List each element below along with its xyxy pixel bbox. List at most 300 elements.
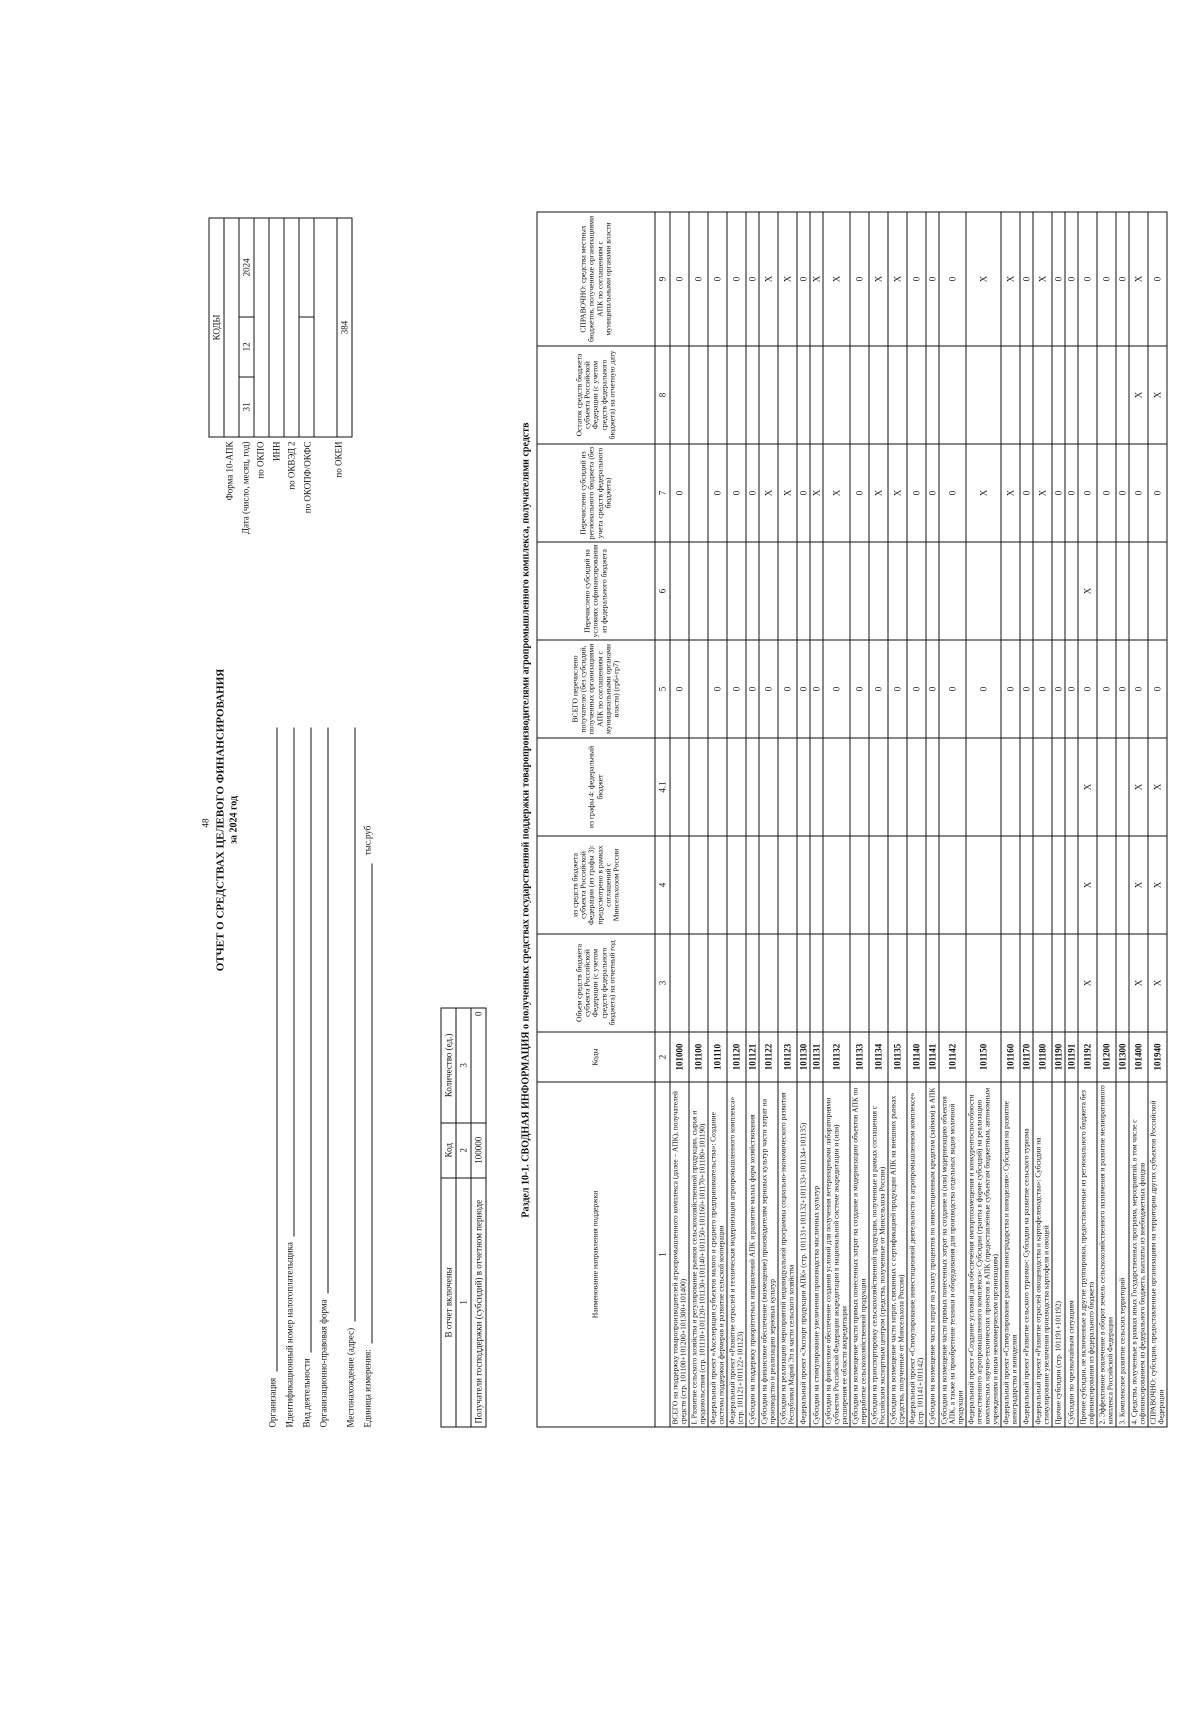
codes-header: КОДЫ bbox=[209, 218, 224, 437]
row-value: X bbox=[1148, 346, 1167, 444]
row-value: 0 bbox=[1065, 444, 1078, 542]
header-col4: из средств бюджета субъекта Российской Федерации (из графы 3): предусмотрено в рамках соглашений с Минсельхозом России bbox=[537, 836, 655, 934]
row-value bbox=[810, 738, 823, 836]
rotated-report-page bbox=[200, 213, 1166, 1428]
org-field: Организационно-правовая форма bbox=[312, 728, 329, 1428]
table-row bbox=[1097, 212, 1116, 1427]
header-col9: СПРАВОЧНО: средства местных бюджетов, полученные организациями АПК по соглашениям с муниципальными органами власти bbox=[537, 212, 655, 346]
row-value: 0 bbox=[907, 640, 926, 738]
row-value bbox=[1097, 836, 1116, 934]
row-value: X bbox=[810, 212, 823, 346]
table-row bbox=[907, 212, 926, 1427]
row-code: 101300 bbox=[1116, 1032, 1129, 1082]
row-name: Субсидии на стимулирование увеличения производства масличных культур bbox=[810, 1082, 823, 1427]
row-value bbox=[823, 346, 850, 444]
row-code: 101940 bbox=[1148, 1032, 1167, 1082]
row-value bbox=[759, 934, 778, 1032]
row-value: 0 bbox=[1065, 212, 1078, 346]
row-value bbox=[689, 738, 708, 836]
row-value: 0 bbox=[746, 640, 759, 738]
row-value: 0 bbox=[850, 640, 869, 738]
row-value bbox=[907, 836, 926, 934]
row-value: 0 bbox=[1148, 212, 1167, 346]
row-value bbox=[759, 542, 778, 640]
row-value bbox=[1033, 542, 1052, 640]
row-value: 0 bbox=[797, 212, 810, 346]
row-value bbox=[670, 836, 689, 934]
row-value bbox=[689, 346, 708, 444]
row-value bbox=[1097, 934, 1116, 1032]
row-value bbox=[1033, 738, 1052, 836]
row-value bbox=[926, 738, 939, 836]
table-row bbox=[869, 212, 888, 1427]
row-value: X bbox=[1129, 346, 1148, 444]
row-value bbox=[869, 346, 888, 444]
row-code: 101191 bbox=[1065, 1032, 1078, 1082]
row-code: 101190 bbox=[1052, 1032, 1065, 1082]
row-value bbox=[1020, 934, 1033, 1032]
row-value bbox=[869, 542, 888, 640]
row-value bbox=[939, 542, 966, 640]
row-value bbox=[1001, 738, 1020, 836]
row-value bbox=[1065, 836, 1078, 934]
row-value bbox=[907, 346, 926, 444]
row-name: Субсидии на поддержку приоритетных направлений АПК и развитие малых форм хозяйствования bbox=[746, 1082, 759, 1427]
row-value: 0 bbox=[966, 640, 1001, 738]
row-value bbox=[1001, 836, 1020, 934]
row-value bbox=[926, 346, 939, 444]
table-row bbox=[1065, 212, 1078, 1427]
row-code: 101130 bbox=[797, 1032, 810, 1082]
row-value bbox=[797, 934, 810, 1032]
row-value: X bbox=[1129, 212, 1148, 346]
row-value: X bbox=[1033, 212, 1052, 346]
table-row bbox=[1116, 212, 1129, 1427]
row-value: 0 bbox=[1078, 640, 1097, 738]
row-value bbox=[850, 542, 869, 640]
row-value bbox=[727, 738, 746, 836]
row-value bbox=[850, 346, 869, 444]
row-value: 0 bbox=[1033, 640, 1052, 738]
row-value bbox=[727, 542, 746, 640]
row-value: 0 bbox=[727, 640, 746, 738]
row-value bbox=[939, 346, 966, 444]
recipients-table: В отчет включены Код Количество (ед.) 1 2 3 Получатели господдержки (субсидий) в отчетном периоде 100000 0 bbox=[441, 1008, 487, 1428]
page-number: 48 bbox=[200, 818, 211, 828]
row-code: 101000 bbox=[670, 1032, 689, 1082]
table-row bbox=[1052, 212, 1065, 1427]
column-numbers-row: 1 2 3 4 4.1 5 6 7 8 9 bbox=[655, 212, 670, 1427]
table-row bbox=[939, 212, 966, 1427]
org-field: Местонахождение (адрес) bbox=[339, 728, 356, 1428]
row-value: X bbox=[759, 444, 778, 542]
row-code: 101180 bbox=[1033, 1032, 1052, 1082]
row-value bbox=[1065, 934, 1078, 1032]
row-value bbox=[727, 836, 746, 934]
row-value: 0 bbox=[708, 444, 727, 542]
row-value bbox=[1020, 836, 1033, 934]
row-value: 0 bbox=[1148, 444, 1167, 542]
row-value bbox=[1001, 346, 1020, 444]
row-name: 2. Эффективное вовлечение в оборот земель сельскохозяйственного назначения и развитие мелиоративного комплекса Российской Федерации bbox=[1097, 1082, 1116, 1427]
row-value bbox=[823, 836, 850, 934]
row-value: 0 bbox=[888, 640, 907, 738]
row-value: X bbox=[1078, 738, 1097, 836]
row-value: 0 bbox=[1020, 444, 1033, 542]
row-value: X bbox=[759, 212, 778, 346]
row-name: 3. Комплексное развитие сельских территорий bbox=[1116, 1082, 1129, 1427]
row-value: X bbox=[810, 444, 823, 542]
section-title: Раздел 10-1. СВОДНАЯ ИНФОРМАЦИЯ о полученных средствах государственной поддержки товаропроизводителями агропромышленного комплекса, получателями средств bbox=[520, 422, 532, 1218]
row-name: Субсидии по чрезвычайным ситуациям bbox=[1065, 1082, 1078, 1427]
row-value bbox=[850, 738, 869, 836]
row-value bbox=[1052, 836, 1065, 934]
row-code: 101133 bbox=[850, 1032, 869, 1082]
row-value: 0 bbox=[708, 640, 727, 738]
row-value bbox=[778, 542, 797, 640]
table-row bbox=[888, 212, 907, 1427]
row-value bbox=[907, 542, 926, 640]
row-value: 0 bbox=[850, 212, 869, 346]
row-value bbox=[810, 542, 823, 640]
row-name: Субсидии на возмещение части затрат на уплату процентов по инвестиционным кредитам (займам) в АПК bbox=[926, 1082, 939, 1427]
header-col5: ВСЕГО перечислено получателю (без субсидий, полученных организациями АПК по соглашениям с муниципальными органами власти) (гр6+гр7) bbox=[537, 640, 655, 738]
row-value: X bbox=[778, 444, 797, 542]
row-value: 0 bbox=[1052, 212, 1065, 346]
row-value bbox=[926, 542, 939, 640]
row-code: 101123 bbox=[778, 1032, 797, 1082]
row-value: 0 bbox=[810, 640, 823, 738]
row-value bbox=[888, 934, 907, 1032]
row-value bbox=[797, 542, 810, 640]
row-value bbox=[1052, 934, 1065, 1032]
row-value bbox=[1116, 542, 1129, 640]
row-name: 4. Средства, полученные в рамках иных Государственных программ, мероприятий, в том числе с софинансированием из федерального бюджета, выплаты из внебюджетных фондов bbox=[1129, 1082, 1148, 1427]
row-value bbox=[1116, 836, 1129, 934]
row-value bbox=[888, 346, 907, 444]
row-name: Федеральный проект «Развитие отраслей овощеводства и картофелеводства»: Субсидии на стимулирование увеличения производства картофеля и овощей bbox=[1033, 1082, 1052, 1427]
row-code: 101110 bbox=[708, 1032, 727, 1082]
row-value bbox=[966, 836, 1001, 934]
row-value: 0 bbox=[1078, 444, 1097, 542]
row-value: 0 bbox=[1078, 212, 1097, 346]
row-code: 101135 bbox=[888, 1032, 907, 1082]
row-value: X bbox=[1129, 836, 1148, 934]
row-value bbox=[778, 836, 797, 934]
table-row bbox=[810, 212, 823, 1427]
row-value bbox=[888, 542, 907, 640]
header-col8: Остаток средств бюджета субъекта Российской Федерации (с учетом средств федерального бюджета) на отчетную дату bbox=[537, 346, 655, 444]
row-value: 0 bbox=[1052, 640, 1065, 738]
row-value: 0 bbox=[907, 212, 926, 346]
row-value: 0 bbox=[708, 212, 727, 346]
row-value bbox=[708, 934, 727, 1032]
row-value: X bbox=[1078, 836, 1097, 934]
row-value bbox=[966, 346, 1001, 444]
table-row bbox=[689, 212, 708, 1427]
row-value bbox=[797, 738, 810, 836]
row-name: Федеральный проект «Стимулирование инвестиционной деятельности в агропромышленном комплексе» (стр. 101141+101142) bbox=[907, 1082, 926, 1427]
row-value bbox=[869, 836, 888, 934]
row-value bbox=[746, 738, 759, 836]
row-value: 0 bbox=[1116, 640, 1129, 738]
table-row bbox=[823, 212, 850, 1427]
row-value: 0 bbox=[939, 444, 966, 542]
row-value: X bbox=[1148, 934, 1167, 1032]
row-value: 0 bbox=[689, 212, 708, 346]
row-value bbox=[708, 738, 727, 836]
row-value bbox=[797, 836, 810, 934]
table-row bbox=[670, 212, 689, 1427]
row-value bbox=[778, 738, 797, 836]
row-value: 0 bbox=[1116, 444, 1129, 542]
header-col41: из графы 4: федеральный бюджет bbox=[537, 738, 655, 836]
table-row bbox=[1148, 212, 1167, 1427]
row-value bbox=[708, 346, 727, 444]
row-value bbox=[966, 934, 1001, 1032]
row-value bbox=[689, 444, 708, 542]
row-value: 0 bbox=[797, 640, 810, 738]
row-value bbox=[1052, 738, 1065, 836]
row-value: X bbox=[823, 212, 850, 346]
org-field: Организация bbox=[261, 728, 278, 1428]
row-name: Субсидии на транспортировку сельскохозяйственной продукции, полученные в рамках соглашения с Российским экспортным центром (средства, полученные от Минсельхоза России) bbox=[869, 1082, 888, 1427]
okei-code: 384 bbox=[337, 218, 352, 437]
row-code: 101160 bbox=[1001, 1032, 1020, 1082]
row-value bbox=[1097, 738, 1116, 836]
row-code: 101170 bbox=[1020, 1032, 1033, 1082]
row-value bbox=[888, 738, 907, 836]
table-row bbox=[850, 212, 869, 1427]
row-value: X bbox=[888, 444, 907, 542]
table-row bbox=[727, 212, 746, 1427]
row-value bbox=[888, 836, 907, 934]
row-name: СПРАВОЧНО: субсидии, предоставленные организациям на территории других субъектов Российской Федерации bbox=[1148, 1082, 1167, 1427]
row-name: Прочие субсидии, не включенные в другие группировки, предоставленные из регионального бюджета без софинансирования из федерального бюджета bbox=[1078, 1082, 1097, 1427]
row-value bbox=[746, 346, 759, 444]
row-value bbox=[966, 738, 1001, 836]
row-value bbox=[1116, 738, 1129, 836]
row-value bbox=[907, 738, 926, 836]
row-code: 101142 bbox=[939, 1032, 966, 1082]
row-name: Прочие субсидии (стр. 101191+101192) bbox=[1052, 1082, 1065, 1427]
row-value: 0 bbox=[907, 444, 926, 542]
row-code: 101134 bbox=[869, 1032, 888, 1082]
row-value: X bbox=[1078, 934, 1097, 1032]
row-value bbox=[778, 346, 797, 444]
row-value: 0 bbox=[939, 212, 966, 346]
row-value: X bbox=[966, 444, 1001, 542]
row-value bbox=[1129, 542, 1148, 640]
row-value: X bbox=[1001, 212, 1020, 346]
row-value: X bbox=[869, 444, 888, 542]
row-value bbox=[1033, 836, 1052, 934]
row-name: Федеральный проект «Экспорт продукции АПК» (стр. 101131+101132+101133+101134+101135) bbox=[797, 1082, 810, 1427]
row-value bbox=[670, 934, 689, 1032]
org-field-unit: Единица измерения: тыс.руб bbox=[356, 728, 373, 1428]
row-value bbox=[926, 934, 939, 1032]
row-value bbox=[869, 934, 888, 1032]
row-value: 0 bbox=[1001, 640, 1020, 738]
org-field: Вид деятельности bbox=[295, 728, 312, 1428]
row-name: Субсидии на финансовое обеспечение создания условий для получения ветеринарными лабораториями субъектов Российской Федерации аккредитации в национальной системе аккредитации и (или) расширения ее области аккредитации bbox=[823, 1082, 850, 1427]
report-title: ОТЧЕТ О СРЕДСТВАХ ЦЕЛЕВОГО ФИНАНСИРОВАНИЯ bbox=[214, 668, 227, 972]
row-value: 0 bbox=[850, 444, 869, 542]
row-value: X bbox=[823, 444, 850, 542]
row-value: X bbox=[869, 212, 888, 346]
table-row bbox=[1129, 212, 1148, 1427]
row-value bbox=[1065, 542, 1078, 640]
row-value: 0 bbox=[746, 444, 759, 542]
row-name: Федеральный проект «Акселерация субъектов малого и среднего предпринимательства»: Создание системы поддержки фермеров и развитие сельской кооперации bbox=[708, 1082, 727, 1427]
row-name: Субсидии на возмещение части прямых понесенных затрат на создание и модернизацию объектов АПК по переработке сельскохозяйственной продукции bbox=[850, 1082, 869, 1427]
row-value bbox=[939, 934, 966, 1032]
row-value: 0 bbox=[1116, 212, 1129, 346]
codes-labels: Форма 10-АПК Дата (число, месяц, год) по ОКПО ИНН по ОКВЭД 2 по ОКОПФ/ОКФС по ОКЕИ bbox=[224, 441, 344, 535]
table-row bbox=[759, 212, 778, 1427]
table-row bbox=[746, 212, 759, 1427]
row-value: 0 bbox=[926, 444, 939, 542]
row-value bbox=[759, 738, 778, 836]
row-value bbox=[670, 738, 689, 836]
row-code: 101132 bbox=[823, 1032, 850, 1082]
row-value: 0 bbox=[869, 640, 888, 738]
row-value: 0 bbox=[1097, 212, 1116, 346]
row-value bbox=[850, 836, 869, 934]
row-value: 0 bbox=[759, 640, 778, 738]
row-value: 0 bbox=[797, 444, 810, 542]
row-name: Субсидии на реализацию мероприятий индивидуальной программы социально-экономического развития Республики Марий Эл в части сельского хозяйства bbox=[778, 1082, 797, 1427]
row-value: X bbox=[1001, 444, 1020, 542]
row-code: 101400 bbox=[1129, 1032, 1148, 1082]
row-code: 101140 bbox=[907, 1032, 926, 1082]
row-value: X bbox=[1129, 738, 1148, 836]
table-row bbox=[926, 212, 939, 1427]
row-name: Федеральный проект «Создание условий для обеспечения импортозамещения и конкурентоспособности отечественного агропромышленного комплекса»: Субсидии (гранты в форме субсидий) на реализацию комплексных научно-технических проектов в АПК (предоставленные субъектам бюджетным, автономным учреждениям и иным некоммерческим организациям) bbox=[966, 1082, 1001, 1427]
row-code: 101120 bbox=[727, 1032, 746, 1082]
row-value bbox=[939, 738, 966, 836]
row-value: 0 bbox=[823, 640, 850, 738]
row-value bbox=[823, 738, 850, 836]
report-subtitle: за 2024 год bbox=[228, 795, 240, 845]
row-code: 101141 bbox=[926, 1032, 939, 1082]
row-value bbox=[810, 346, 823, 444]
row-value bbox=[1116, 346, 1129, 444]
table-row bbox=[1078, 212, 1097, 1427]
row-name: I. Развитие сельского хозяйства и регулирование рынков сельскохозяйственной продукции, сырья и продовольствия (стр. 101110+101120+101130+101140+101150+101160+101170+101180+101190) bbox=[689, 1082, 708, 1427]
table-row bbox=[778, 212, 797, 1427]
row-value bbox=[1033, 934, 1052, 1032]
row-value bbox=[939, 836, 966, 934]
row-value bbox=[797, 346, 810, 444]
row-value: 0 bbox=[1020, 212, 1033, 346]
row-value bbox=[746, 836, 759, 934]
row-value bbox=[670, 542, 689, 640]
header-col7: Перечислено субсидий из регионального бюджета (без учета средств федерального бюджета) bbox=[537, 444, 655, 542]
row-value bbox=[746, 542, 759, 640]
row-value: 0 bbox=[1097, 444, 1116, 542]
row-value: 0 bbox=[1020, 640, 1033, 738]
table-row bbox=[1020, 212, 1033, 1427]
row-value: X bbox=[1129, 934, 1148, 1032]
table-row bbox=[708, 212, 727, 1427]
row-value bbox=[689, 836, 708, 934]
row-value: X bbox=[1148, 738, 1167, 836]
row-value bbox=[670, 346, 689, 444]
row-value bbox=[1020, 346, 1033, 444]
row-name: Федеральный проект «Стимулирование развития виноградарства и виноделия»: Субсидии на развитие виноградарства и виноделия bbox=[1001, 1082, 1020, 1427]
table-row bbox=[966, 212, 1001, 1427]
row-value: 0 bbox=[926, 640, 939, 738]
row-value: 0 bbox=[1129, 640, 1148, 738]
row-value bbox=[689, 542, 708, 640]
row-value: X bbox=[888, 212, 907, 346]
row-value: 0 bbox=[939, 640, 966, 738]
row-value bbox=[810, 934, 823, 1032]
row-value bbox=[1078, 346, 1097, 444]
row-code: 101150 bbox=[966, 1032, 1001, 1082]
row-value bbox=[778, 934, 797, 1032]
row-code: 101100 bbox=[689, 1032, 708, 1082]
row-code: 101122 bbox=[759, 1032, 778, 1082]
header-name: Наименование направления поддержки bbox=[537, 1082, 655, 1427]
row-value bbox=[1148, 542, 1167, 640]
header-col6: Перечислено субсидий на условиях софинансирования из федерального бюджета bbox=[537, 542, 655, 640]
row-value: X bbox=[1148, 836, 1167, 934]
row-value bbox=[759, 346, 778, 444]
row-value bbox=[966, 542, 1001, 640]
row-value: X bbox=[1033, 444, 1052, 542]
row-value: 0 bbox=[1052, 444, 1065, 542]
row-value bbox=[1116, 934, 1129, 1032]
row-value bbox=[1052, 542, 1065, 640]
row-value: 0 bbox=[746, 212, 759, 346]
row-value bbox=[1065, 738, 1078, 836]
row-value: 0 bbox=[778, 640, 797, 738]
table-row bbox=[1033, 212, 1052, 1427]
main-table bbox=[537, 212, 1168, 1428]
row-value: 0 bbox=[670, 444, 689, 542]
row-value bbox=[810, 836, 823, 934]
row-value bbox=[1001, 934, 1020, 1032]
row-value bbox=[1052, 346, 1065, 444]
row-value bbox=[926, 836, 939, 934]
row-code: 101192 bbox=[1078, 1032, 1097, 1082]
codes-table: КОДЫ 31 12 2024 384 bbox=[209, 218, 353, 438]
row-value bbox=[746, 934, 759, 1032]
row-value: 0 bbox=[670, 212, 689, 346]
row-value bbox=[869, 738, 888, 836]
row-value: X bbox=[778, 212, 797, 346]
row-value: 0 bbox=[1097, 640, 1116, 738]
row-value bbox=[1033, 346, 1052, 444]
table-row bbox=[797, 212, 810, 1427]
row-value bbox=[1065, 346, 1078, 444]
org-field: Идентификационный номер налогоплательщика bbox=[278, 728, 295, 1428]
row-value bbox=[727, 934, 746, 1032]
row-value: X bbox=[1078, 542, 1097, 640]
row-value: X bbox=[966, 212, 1001, 346]
row-value bbox=[850, 934, 869, 1032]
row-value bbox=[823, 934, 850, 1032]
row-name: Федеральный проект «Развитие отраслей и техническая модернизация агропромышленного комплекса» (стр. 101121+101122+101123) bbox=[727, 1082, 746, 1427]
row-value bbox=[708, 542, 727, 640]
row-name: Субсидии на финансовое обеспечение (возмещение) производителям зерновых культур части затрат на производство и реализацию зерновых культур bbox=[759, 1082, 778, 1427]
row-value bbox=[1020, 542, 1033, 640]
row-name: Субсидии на возмещение части прямых понесенных затрат на создание и (или) модернизацию объектов АПК, а также на приобретение техники и оборудования для производства отдельных видов молочной продукции bbox=[939, 1082, 966, 1427]
row-value bbox=[907, 934, 926, 1032]
row-code: 101200 bbox=[1097, 1032, 1116, 1082]
